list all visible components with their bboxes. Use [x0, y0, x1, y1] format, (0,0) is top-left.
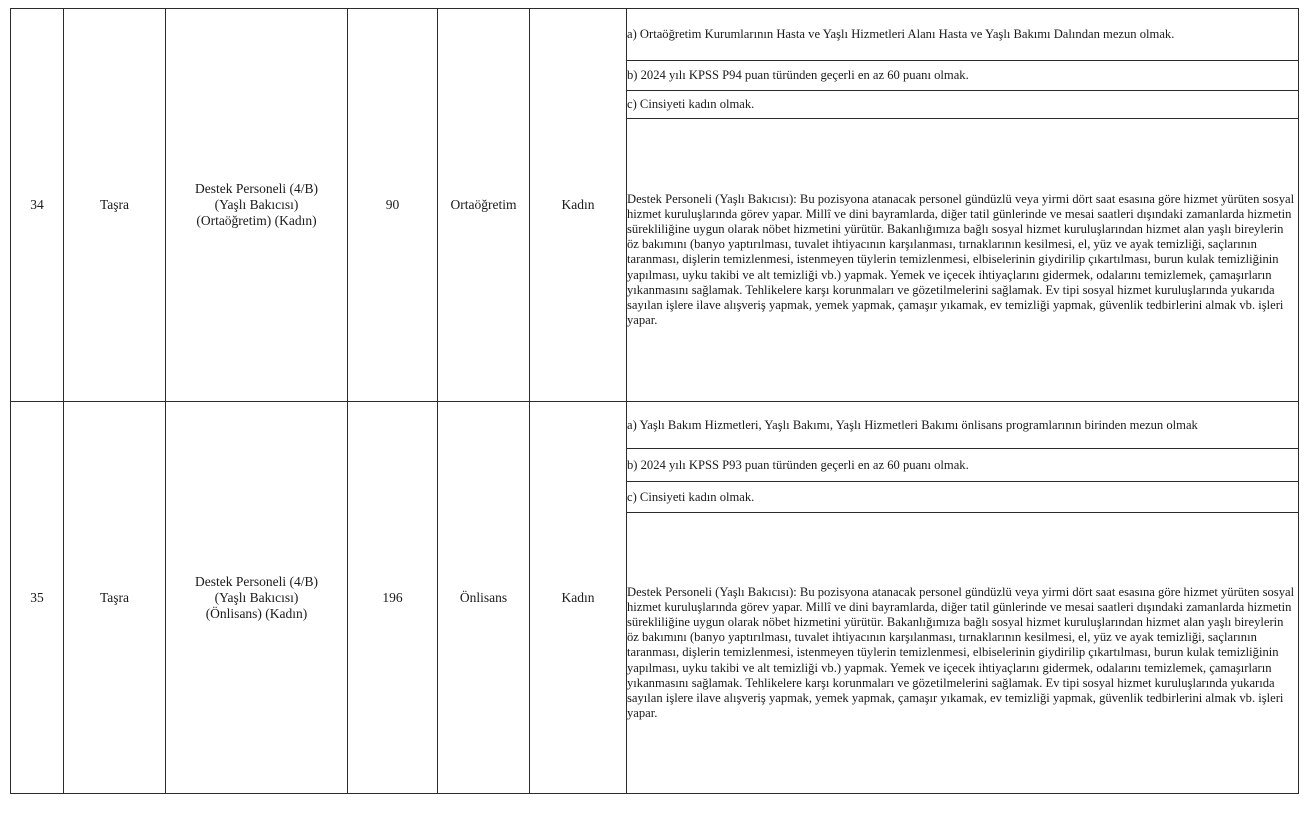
- position-title-line: (Önlisans) (Kadın): [205, 605, 308, 621]
- position-title-line: (Yaşlı Bakıcısı): [214, 197, 299, 212]
- position-title-cell: [166, 402, 348, 794]
- quota-cell: 196: [348, 402, 438, 794]
- job-description: Destek Personeli (Yaşlı Bakıcısı): Bu pozisyona atanacak personel gündüzlü veya yirmi dört saat esasına göre hizmet yürüten sosyal hizmet kuruluşlarında görev yapar. Millî ve dini bayramlarda, diğer tatil günlerinde ve mesai saatleri dışındaki zamanlarda hizmetin sürekliliğine uygun olarak nöbet hizmetini yürütür. Bakanlığımıza bağlı sosyal hizmet kuruluşlarından hizmet alan yaşlı bireylerin öz bakımını (banyo yaptırılması, tuvalet ihtiyacının karşılanması, tırnaklarının kesilmesi, el, yüz ve ayak temizliği, saçlarının taranması, dişlerin temizlenmesi, istenmeyen tüylerin temizlenmesi, elbiselerinin giydirilip çıkartılması, burun kulak temizliğinin yapılması, uyku takibi ve alt temizliği vb.) yapmak. Yemek ve içecek ihtiyaçlarını gidermek, odalarını temizlemek, çamaşırların yıkanmasını sağlamak. Tehlikelere karşı korunmaları ve gözetilmelerini sağlamak. Ev tipi sosyal hizmet kuruluşlarında yukarıda sayılan işlere ilave alışveriş yapmak, yemek yapmak, çamaşır yıkamak, ev temizliği yapmak, güvenlik tedbirlerini almak vb. işleri yapar.: [627, 119, 1299, 402]
- table-row: [11, 9, 1299, 61]
- location-cell: Taşra: [64, 9, 166, 402]
- education-cell: Önlisans: [438, 402, 530, 794]
- requirement-item: c) Cinsiyeti kadın olmak.: [627, 482, 1299, 513]
- position-title-line: (Ortaöğretim) (Kadın): [196, 213, 317, 228]
- row-number: 34: [11, 9, 64, 402]
- location-cell: Taşra: [64, 402, 166, 794]
- requirement-item: b) 2024 yılı KPSS P94 puan türünden geçerli en az 60 puanı olmak.: [627, 61, 1299, 91]
- position-title-line: Destek Personeli (4/B): [195, 573, 318, 589]
- requirement-item: c) Cinsiyeti kadın olmak.: [627, 91, 1299, 119]
- gender-cell: Kadın: [530, 402, 627, 794]
- position-title-line: Destek Personeli (4/B): [195, 181, 318, 196]
- position-table: [10, 8, 1299, 794]
- quota-cell: 90: [348, 9, 438, 402]
- position-table-sheet: [10, 8, 1298, 794]
- position-title-cell: [166, 9, 348, 402]
- education-cell: Ortaöğretim: [438, 9, 530, 402]
- requirement-item: a) Yaşlı Bakım Hizmetleri, Yaşlı Bakımı, Yaşlı Hizmetleri Bakımı önlisans programlarının birinden mezun olmak: [627, 402, 1299, 449]
- requirement-item: a) Ortaöğretim Kurumlarının Hasta ve Yaşlı Hizmetleri Alanı Hasta ve Yaşlı Bakımı Dalından mezun olmak.: [627, 9, 1299, 61]
- position-title-line: (Yaşlı Bakıcısı): [214, 589, 299, 605]
- row-number: 35: [11, 402, 64, 794]
- gender-cell: Kadın: [530, 9, 627, 402]
- requirement-item: b) 2024 yılı KPSS P93 puan türünden geçerli en az 60 puanı olmak.: [627, 449, 1299, 482]
- table-row: [11, 402, 1299, 449]
- job-description: Destek Personeli (Yaşlı Bakıcısı): Bu pozisyona atanacak personel gündüzlü veya yirmi dört saat esasına göre hizmet yürüten sosyal hizmet kuruluşlarında görev yapar. Millî ve dini bayramlarda, diğer tatil günlerinde ve mesai saatleri dışındaki zamanlarda hizmetin sürekliliğine uygun olarak nöbet hizmetini yürütür. Bakanlığımıza bağlı sosyal hizmet kuruluşlarından hizmet alan yaşlı bireylerin öz bakımını (banyo yaptırılması, tuvalet ihtiyacının karşılanması, tırnaklarının kesilmesi, el, yüz ve ayak temizliği, saçlarının taranması, dişlerin temizlenmesi, istenmeyen tüylerin temizlenmesi, elbiselerinin giydirilip çıkartılması, burun kulak temizliğinin yapılması, uyku takibi ve alt temizliği vb.) yapmak. Yemek ve içecek ihtiyaçlarını gidermek, odalarını temizlemek, çamaşırların yıkanmasını sağlamak. Tehlikelere karşı korunmaları ve gözetilmelerini sağlamak. Ev tipi sosyal hizmet kuruluşlarında yukarıda sayılan işlere ilave alışveriş yapmak, yemek yapmak, çamaşır yıkamak, ev temizliği yapmak, güvenlik tedbirlerini almak vb. işleri yapar.: [627, 513, 1299, 794]
